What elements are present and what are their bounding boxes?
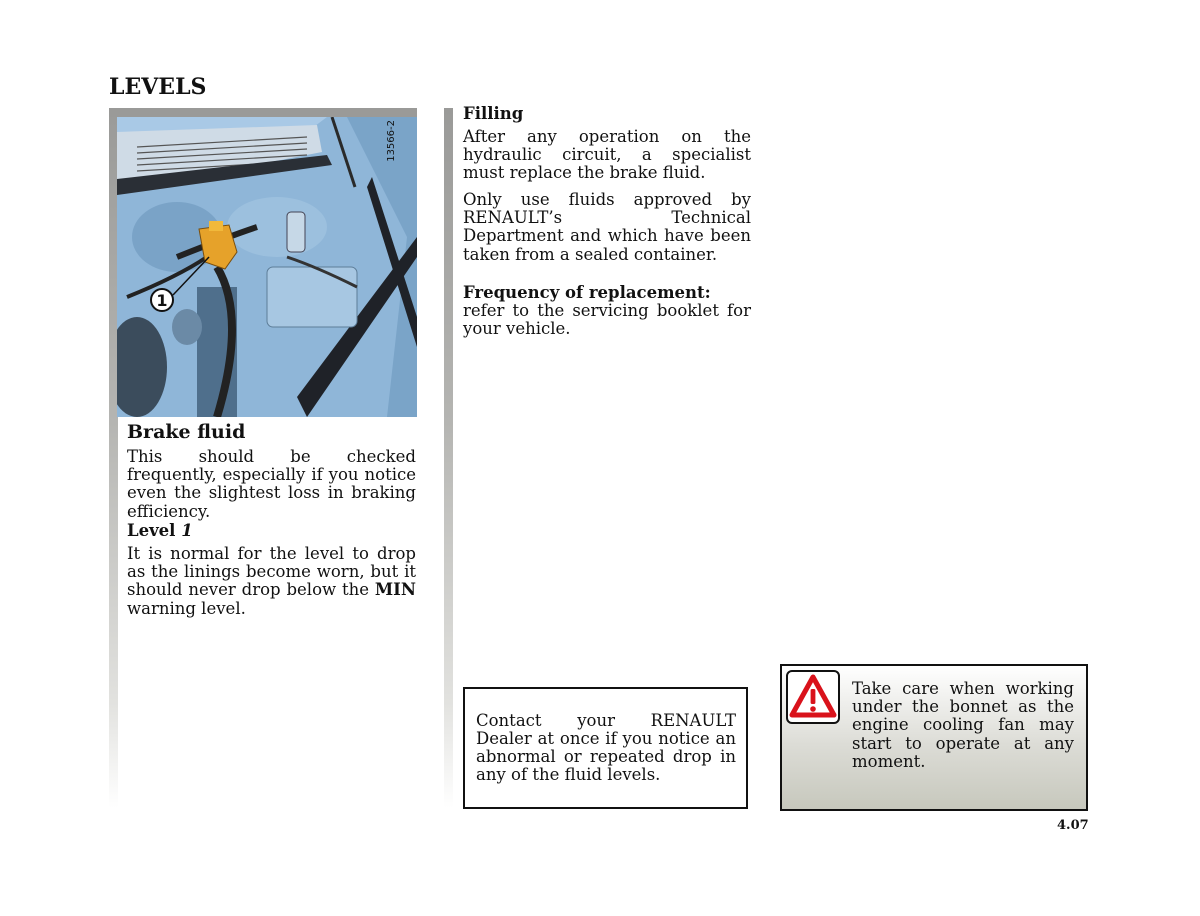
level-heading xyxy=(127,521,193,540)
page-title: LEVELS xyxy=(109,74,207,100)
level-heading-label: Level xyxy=(127,521,176,540)
brake-fluid-heading: Brake fluid xyxy=(127,421,246,443)
callout-marker xyxy=(151,289,173,311)
engine-bay-illustration xyxy=(117,117,417,417)
level-text-end: warning level. xyxy=(127,598,246,618)
filling-paragraph-1: After any operation on the hydraulic circuit, a specialist must replace the brake fluid. xyxy=(463,127,751,183)
brake-fluid-intro: This should be checked frequently, especially if you notice even the slightest loss in braking efficiency. xyxy=(127,447,416,521)
frequency-heading: Frequency of replacement: xyxy=(463,283,711,302)
min-label: MIN xyxy=(374,580,416,600)
warning-triangle-icon xyxy=(786,670,840,724)
filling-paragraph-2: Only use fluids approved by RENAULT’s Technical Department and which have been taken from a sealed container. xyxy=(463,190,751,264)
page-number: 4.07 xyxy=(1057,818,1089,833)
level-heading-number: 1 xyxy=(181,521,193,540)
warning-text: Take care when working under the bonnet as the engine cooling fan may start to operate at any moment. xyxy=(852,679,1074,771)
level-text-start: It is normal for the level to drop as the linings become worn, but it should never drop below the xyxy=(127,544,416,600)
warning-box xyxy=(780,664,1088,811)
contact-dealer-text: Contact your RENAULT Dealer at once if you notice an abnormal or repeated drop in any of the fluid levels. xyxy=(476,710,736,785)
level-text xyxy=(127,545,416,618)
callout-number: 1 xyxy=(156,291,168,310)
figure-code: 13566-2 xyxy=(386,120,397,162)
frequency-text: refer to the servicing booklet for your vehicle. xyxy=(463,301,751,339)
contact-dealer-box xyxy=(463,687,748,809)
filling-heading: Filling xyxy=(463,104,524,123)
middle-column-bar xyxy=(444,108,453,808)
figure-top-bar xyxy=(109,108,417,117)
